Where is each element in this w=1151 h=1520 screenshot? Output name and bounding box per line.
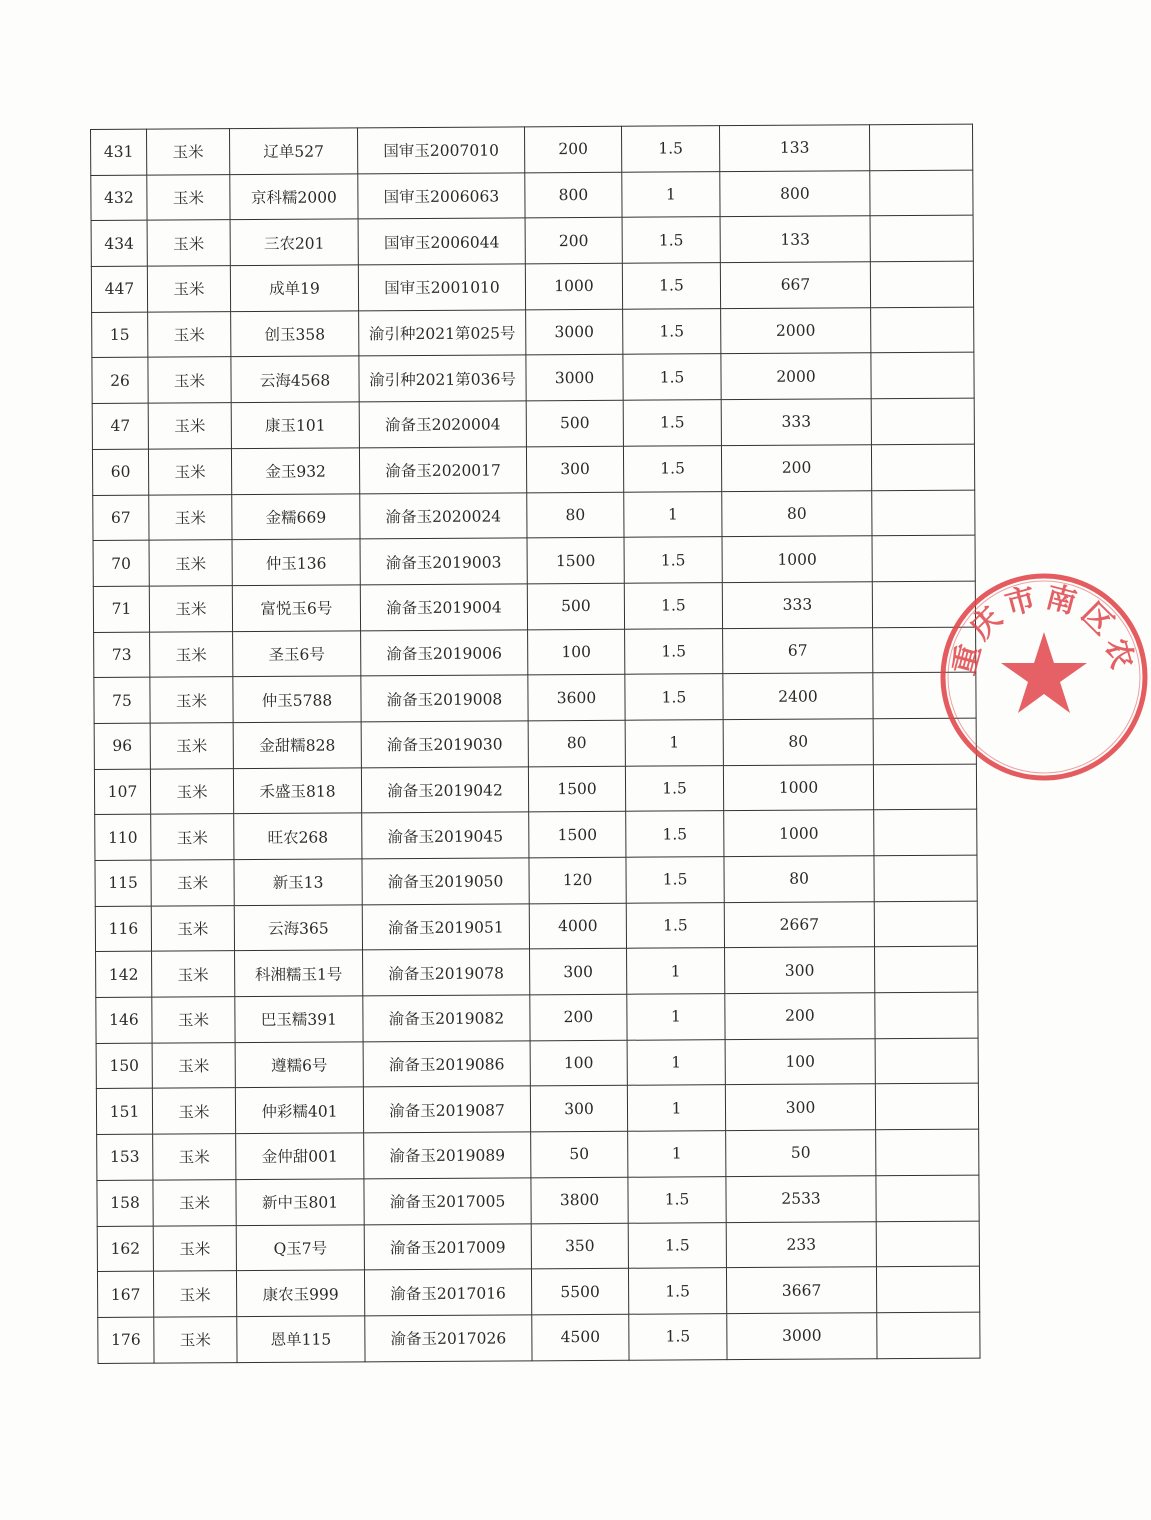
approval-number-cell: 渝备玉2019008 (361, 675, 528, 722)
variety-name-cell: 新中玉801 (236, 1179, 364, 1225)
variety-name-cell: 旺农268 (234, 813, 362, 859)
remarks-cell (876, 1266, 979, 1312)
variety-name-cell: 富悦玉6号 (232, 585, 360, 631)
area-cell: 133 (720, 216, 870, 263)
rate-cell: 1.5 (628, 1268, 726, 1314)
rate-cell: 1.5 (623, 400, 721, 446)
crop-cell: 玉米 (152, 1088, 235, 1134)
row-number-cell: 67 (93, 495, 149, 541)
approval-number-cell: 渝备玉2019006 (361, 629, 528, 676)
rate-cell: 1.5 (622, 217, 720, 263)
row-number-cell: 434 (91, 221, 147, 267)
approval-number-cell: 国审玉2006063 (358, 173, 525, 220)
remarks-cell (877, 1312, 980, 1358)
table-row (96, 946, 978, 997)
table-row (95, 901, 977, 952)
rate-cell: 1.5 (626, 857, 724, 903)
variety-name-cell: 金仲甜001 (236, 1133, 364, 1179)
table-row (94, 672, 976, 723)
variety-name-cell: 创玉358 (231, 311, 359, 357)
rate-cell: 1 (624, 491, 722, 537)
rate-cell: 1.5 (623, 308, 721, 354)
area-cell: 133 (719, 125, 869, 172)
variety-name-cell: 圣玉6号 (233, 630, 361, 676)
approval-number-cell: 渝备玉2019082 (363, 995, 530, 1042)
table-row (98, 1312, 980, 1363)
quantity-cell: 200 (524, 126, 621, 172)
table-row (96, 1038, 978, 1089)
remarks-cell (871, 398, 974, 444)
crop-cell: 玉米 (148, 357, 231, 403)
quantity-cell: 200 (525, 218, 622, 264)
seed-variety-table (90, 124, 981, 1364)
rate-cell: 1.5 (629, 1314, 727, 1360)
quantity-cell: 3600 (528, 674, 625, 720)
quantity-cell: 300 (530, 949, 627, 995)
quantity-cell: 1500 (529, 812, 626, 858)
table-row (97, 1129, 979, 1180)
area-cell: 80 (724, 856, 874, 903)
area-cell: 200 (721, 445, 871, 492)
variety-name-cell: 新玉13 (234, 859, 362, 905)
row-number-cell: 26 (92, 358, 148, 404)
variety-name-cell: 禾盛玉818 (233, 767, 361, 813)
row-number-cell: 167 (97, 1271, 153, 1317)
table-row (97, 1266, 979, 1317)
table-row (92, 307, 974, 358)
rate-cell: 1.5 (626, 811, 724, 857)
variety-name-cell: 金甜糯828 (233, 722, 361, 768)
area-cell: 3000 (727, 1313, 877, 1360)
crop-cell: 玉米 (148, 403, 231, 449)
area-cell: 3667 (726, 1267, 876, 1314)
area-cell: 1000 (724, 810, 874, 857)
quantity-cell: 100 (530, 1040, 627, 1086)
variety-name-cell: 仲玉5788 (233, 676, 361, 722)
variety-name-cell: 康农玉999 (236, 1270, 364, 1316)
approval-number-cell: 渝引种2021第036号 (359, 355, 526, 402)
variety-name-cell: 遵糯6号 (235, 1042, 363, 1088)
quantity-cell: 200 (530, 994, 627, 1040)
approval-number-cell: 渝备玉2019086 (363, 1041, 530, 1088)
row-number-cell: 47 (92, 403, 148, 449)
crop-cell: 玉米 (149, 586, 232, 632)
area-cell: 2000 (721, 307, 871, 354)
variety-name-cell: 辽单527 (230, 128, 358, 174)
approval-number-cell: 渝备玉2017005 (364, 1178, 531, 1225)
row-number-cell: 60 (92, 449, 148, 495)
rate-cell: 1.5 (621, 126, 719, 172)
remarks-cell (874, 855, 977, 901)
crop-cell: 玉米 (149, 494, 232, 540)
area-cell: 200 (725, 993, 875, 1040)
quantity-cell: 100 (528, 629, 625, 675)
crop-cell: 玉米 (147, 129, 230, 175)
remarks-cell (870, 170, 973, 216)
approval-number-cell: 渝备玉2019089 (364, 1132, 531, 1179)
quantity-cell: 5500 (531, 1268, 628, 1314)
quantity-cell: 3000 (526, 355, 623, 401)
table-row (91, 124, 973, 175)
table-row (94, 718, 976, 769)
approval-number-cell: 渝备玉2019078 (363, 949, 530, 996)
area-cell: 1000 (722, 536, 872, 583)
variety-name-cell: 金玉932 (231, 448, 359, 494)
variety-name-cell: 仲彩糯401 (235, 1087, 363, 1133)
row-number-cell: 150 (96, 1043, 152, 1089)
rate-cell: 1.5 (625, 674, 723, 720)
area-cell: 2533 (726, 1176, 876, 1223)
area-cell: 333 (721, 399, 871, 446)
remarks-cell (871, 444, 974, 490)
quantity-cell: 500 (526, 400, 623, 446)
approval-number-cell: 渝备玉2020004 (359, 401, 526, 448)
crop-cell: 玉米 (147, 266, 230, 312)
crop-cell: 玉米 (152, 1042, 235, 1088)
quantity-cell: 4500 (532, 1314, 629, 1360)
row-number-cell: 176 (98, 1317, 154, 1363)
rate-cell: 1.5 (623, 354, 721, 400)
table-row (95, 855, 977, 906)
approval-number-cell: 国审玉2006044 (358, 218, 525, 265)
area-cell: 2667 (724, 901, 874, 948)
area-cell: 67 (723, 627, 873, 674)
remarks-cell (874, 809, 977, 855)
variety-name-cell: 云海365 (234, 905, 362, 951)
remarks-cell (870, 215, 973, 261)
row-number-cell: 158 (97, 1180, 153, 1226)
variety-name-cell: 恩单115 (237, 1316, 365, 1362)
rate-cell: 1.5 (623, 445, 721, 491)
remarks-cell (874, 901, 977, 947)
row-number-cell: 107 (94, 769, 150, 815)
area-cell: 80 (722, 490, 872, 537)
rate-cell: 1 (622, 171, 720, 217)
row-number-cell: 162 (97, 1226, 153, 1272)
rate-cell: 1.5 (624, 583, 722, 629)
rate-cell: 1.5 (625, 765, 723, 811)
crop-cell: 玉米 (153, 1179, 236, 1225)
approval-number-cell: 渝引种2021第025号 (359, 310, 526, 357)
crop-cell: 玉米 (150, 677, 233, 723)
row-number-cell: 75 (94, 677, 150, 723)
variety-name-cell: 云海4568 (231, 356, 359, 402)
rate-cell: 1 (628, 1131, 726, 1177)
table-body (91, 124, 981, 1363)
row-number-cell: 110 (95, 814, 151, 860)
remarks-cell (871, 307, 974, 353)
remarks-cell (875, 946, 978, 992)
quantity-cell: 50 (531, 1131, 628, 1177)
row-number-cell: 142 (96, 952, 152, 998)
rate-cell: 1 (627, 948, 725, 994)
table-row (92, 398, 974, 449)
area-cell: 2000 (721, 353, 871, 400)
row-number-cell: 153 (97, 1134, 153, 1180)
table-row (96, 1084, 978, 1135)
approval-number-cell: 渝备玉2020017 (359, 447, 526, 494)
remarks-cell (876, 1175, 979, 1221)
seal-star-icon (1001, 632, 1087, 713)
rate-cell: 1 (627, 994, 725, 1040)
table-row (93, 581, 975, 632)
variety-name-cell: 康玉101 (231, 402, 359, 448)
area-cell: 100 (725, 1038, 875, 1085)
table-row (91, 215, 973, 266)
quantity-cell: 1000 (525, 263, 622, 309)
quantity-cell: 80 (527, 492, 624, 538)
crop-cell: 玉米 (153, 1225, 236, 1271)
row-number-cell: 71 (93, 586, 149, 632)
quantity-cell: 1500 (528, 766, 625, 812)
crop-cell: 玉米 (149, 540, 232, 586)
area-cell: 667 (720, 262, 870, 309)
approval-number-cell: 渝备玉2020024 (360, 492, 527, 539)
table-row (92, 444, 974, 495)
approval-number-cell: 渝备玉2019050 (362, 858, 529, 905)
remarks-cell (876, 1221, 979, 1267)
crop-cell: 玉米 (151, 905, 234, 951)
approval-number-cell: 渝备玉2019030 (361, 721, 528, 768)
crop-cell: 玉米 (147, 220, 230, 266)
crop-cell: 玉米 (154, 1317, 237, 1363)
table-row (94, 627, 976, 678)
variety-name-cell: 巴玉糯391 (235, 996, 363, 1042)
seal-text: 重庆市南区农 (946, 579, 1142, 679)
remarks-cell (870, 261, 973, 307)
table-row (95, 809, 977, 860)
approval-number-cell: 国审玉2001010 (358, 264, 525, 311)
crop-cell: 玉米 (151, 860, 234, 906)
variety-name-cell: 三农201 (230, 219, 358, 265)
approval-number-cell: 渝备玉2019004 (360, 584, 527, 631)
official-seal (937, 570, 1151, 784)
rate-cell: 1.5 (626, 902, 724, 948)
approval-number-cell: 渝备玉2017026 (365, 1315, 532, 1362)
rate-cell: 1.5 (624, 537, 722, 583)
rate-cell: 1 (625, 720, 723, 766)
row-number-cell: 146 (96, 997, 152, 1043)
area-cell: 800 (720, 170, 870, 217)
area-cell: 300 (725, 1084, 875, 1131)
remarks-cell (869, 124, 972, 170)
quantity-cell: 1500 (527, 537, 624, 583)
rate-cell: 1.5 (622, 263, 720, 309)
area-cell: 1000 (723, 764, 873, 811)
table-row (94, 764, 976, 815)
quantity-cell: 300 (530, 1086, 627, 1132)
row-number-cell: 432 (91, 175, 147, 221)
approval-number-cell: 渝备玉2017016 (364, 1269, 531, 1316)
area-cell: 300 (725, 947, 875, 994)
quantity-cell: 3000 (526, 309, 623, 355)
quantity-cell: 80 (528, 720, 625, 766)
quantity-cell: 500 (527, 583, 624, 629)
table-row (91, 261, 973, 312)
remarks-cell (871, 353, 974, 399)
approval-number-cell: 渝备玉2017009 (364, 1223, 531, 1270)
rate-cell: 1 (627, 1085, 725, 1131)
crop-cell: 玉米 (152, 951, 235, 997)
row-number-cell: 70 (93, 540, 149, 586)
variety-name-cell: 京科糯2000 (230, 174, 358, 220)
remarks-cell (876, 1129, 979, 1175)
variety-name-cell: 金糯669 (232, 493, 360, 539)
quantity-cell: 300 (526, 446, 623, 492)
approval-number-cell: 渝备玉2019003 (360, 538, 527, 585)
rate-cell: 1.5 (628, 1222, 726, 1268)
area-cell: 50 (726, 1130, 876, 1177)
crop-cell: 玉米 (147, 174, 230, 220)
crop-cell: 玉米 (150, 768, 233, 814)
remarks-cell (875, 992, 978, 1038)
crop-cell: 玉米 (152, 997, 235, 1043)
table-row (96, 992, 978, 1043)
crop-cell: 玉米 (148, 311, 231, 357)
rate-cell: 1.5 (625, 628, 723, 674)
quantity-cell: 4000 (529, 903, 626, 949)
crop-cell: 玉米 (151, 814, 234, 860)
table-row (97, 1175, 979, 1226)
approval-number-cell: 渝备玉2019051 (362, 904, 529, 951)
table-row (92, 353, 974, 404)
approval-number-cell: 国审玉2007010 (357, 127, 524, 174)
row-number-cell: 73 (94, 632, 150, 678)
table-row (93, 535, 975, 586)
crop-cell: 玉米 (153, 1271, 236, 1317)
approval-number-cell: 渝备玉2019045 (362, 812, 529, 859)
crop-cell: 玉米 (153, 1134, 236, 1180)
row-number-cell: 447 (91, 266, 147, 312)
crop-cell: 玉米 (150, 631, 233, 677)
table-row (91, 170, 973, 221)
row-number-cell: 116 (95, 906, 151, 952)
variety-name-cell: Q玉7号 (236, 1224, 364, 1270)
row-number-cell: 431 (91, 129, 147, 175)
variety-name-cell: 成单19 (230, 265, 358, 311)
row-number-cell: 96 (94, 723, 150, 769)
table-row (97, 1221, 979, 1272)
area-cell: 233 (726, 1221, 876, 1268)
variety-name-cell: 科湘糯玉1号 (235, 950, 363, 996)
remarks-cell (875, 1038, 978, 1084)
crop-cell: 玉米 (150, 723, 233, 769)
row-number-cell: 15 (92, 312, 148, 358)
quantity-cell: 350 (531, 1223, 628, 1269)
rate-cell: 1.5 (628, 1176, 726, 1222)
row-number-cell: 151 (96, 1089, 152, 1135)
area-cell: 80 (723, 719, 873, 766)
row-number-cell: 115 (95, 860, 151, 906)
remarks-cell (872, 490, 975, 536)
quantity-cell: 120 (529, 857, 626, 903)
table-row (93, 490, 975, 541)
variety-name-cell: 仲玉136 (232, 539, 360, 585)
quantity-cell: 3800 (531, 1177, 628, 1223)
crop-cell: 玉米 (148, 448, 231, 494)
area-cell: 333 (722, 582, 872, 629)
quantity-cell: 800 (525, 172, 622, 218)
approval-number-cell: 渝备玉2019042 (361, 766, 528, 813)
remarks-cell (875, 1084, 978, 1130)
approval-number-cell: 渝备玉2019087 (363, 1086, 530, 1133)
area-cell: 2400 (723, 673, 873, 720)
rate-cell: 1 (627, 1039, 725, 1085)
